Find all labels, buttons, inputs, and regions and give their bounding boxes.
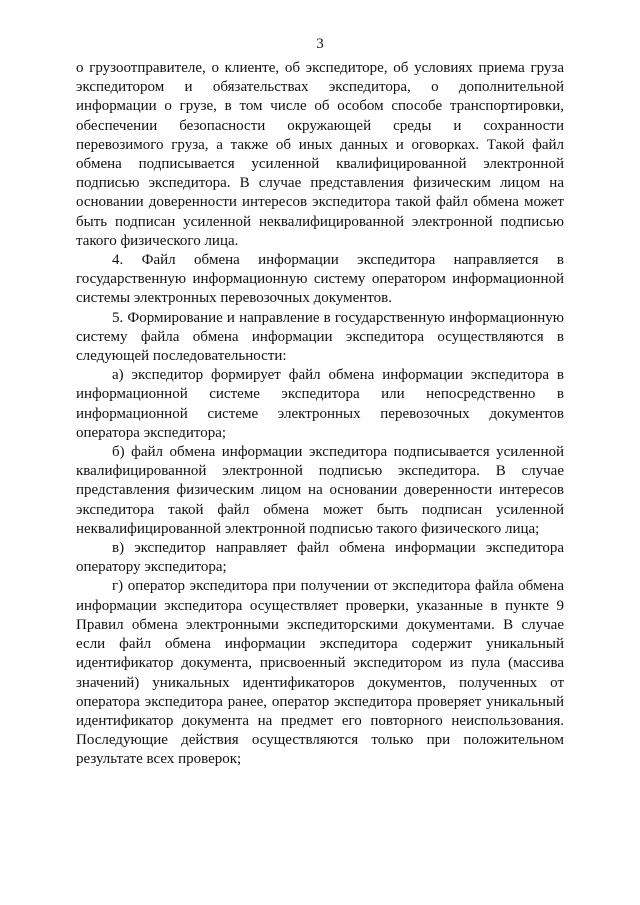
paragraph-item-5: 5. Формирование и направление в государственную информационную систему файла обмена информации экспедитора осуществляются в следующей последовательности: bbox=[76, 309, 564, 365]
paragraph-subitem-a: а) экспедитор формирует файл обмена информации экспедитора в информационной системе экспедитора или непосредственно в информационной системе электронных перевозочных документов оператора экспедитора; bbox=[76, 367, 564, 441]
paragraph-subitem-g: г) оператор экспедитора при получении от экспедитора файла обмена информации экспедитора осуществляет проверки, указанные в пункте 9 Правил обмена электронными экспедиторскими документами. В случае если файл обмена информации экспедитора содержит уникальный идентификатор документа, присвоенный экспедитором из пула (массива значений) уникальных идентификаторов документов, полученных от оператора экспедитора ранее, оператор экспедитора проверяет уникальный идентификатор документа на предмет его повторного неиспользования. Последующие действия осуществляются только при положительном результате всех проверок; bbox=[76, 578, 564, 768]
paragraph-intro-continuation: о грузоотправителе, о клиенте, об экспедиторе, об условиях приема груза экспедитором и обязательствах экспедитора, о дополнительной информации о грузе, в том числе об особом способе транспортировки, обеспечении безопасности окружающей среды и сохранности перевозимого груза, а также об иных данных и оговорках. Такой файл обмена подписывается усиленной квалифицированной электронной подписью экспедитора. В случае представления физическим лицом на основании доверенности интересов экспедитора такой файл обмена может быть подписан усиленной неквалифицированной электронной подписью такого физического лица. bbox=[76, 60, 564, 249]
page-number: 3 bbox=[316, 36, 324, 52]
paragraph-item-4: 4. Файл обмена информации экспедитора направляется в государственную информационную систему оператором информационной системы электронных перевозочных документов. bbox=[76, 252, 564, 307]
document-body bbox=[76, 59, 564, 770]
paragraph-subitem-v: в) экспедитор направляет файл обмена информации экспедитора оператору экспедитора; bbox=[76, 540, 564, 576]
paragraph-subitem-b: б) файл обмена информации экспедитора подписывается усиленной квалифицированной электронной подписью экспедитора. В случае представления физическим лицом на основании доверенности интересов экспедитора такой файл обмена может быть подписан усиленной неквалифицированной электронной подписью такого физического лица; bbox=[76, 444, 564, 537]
